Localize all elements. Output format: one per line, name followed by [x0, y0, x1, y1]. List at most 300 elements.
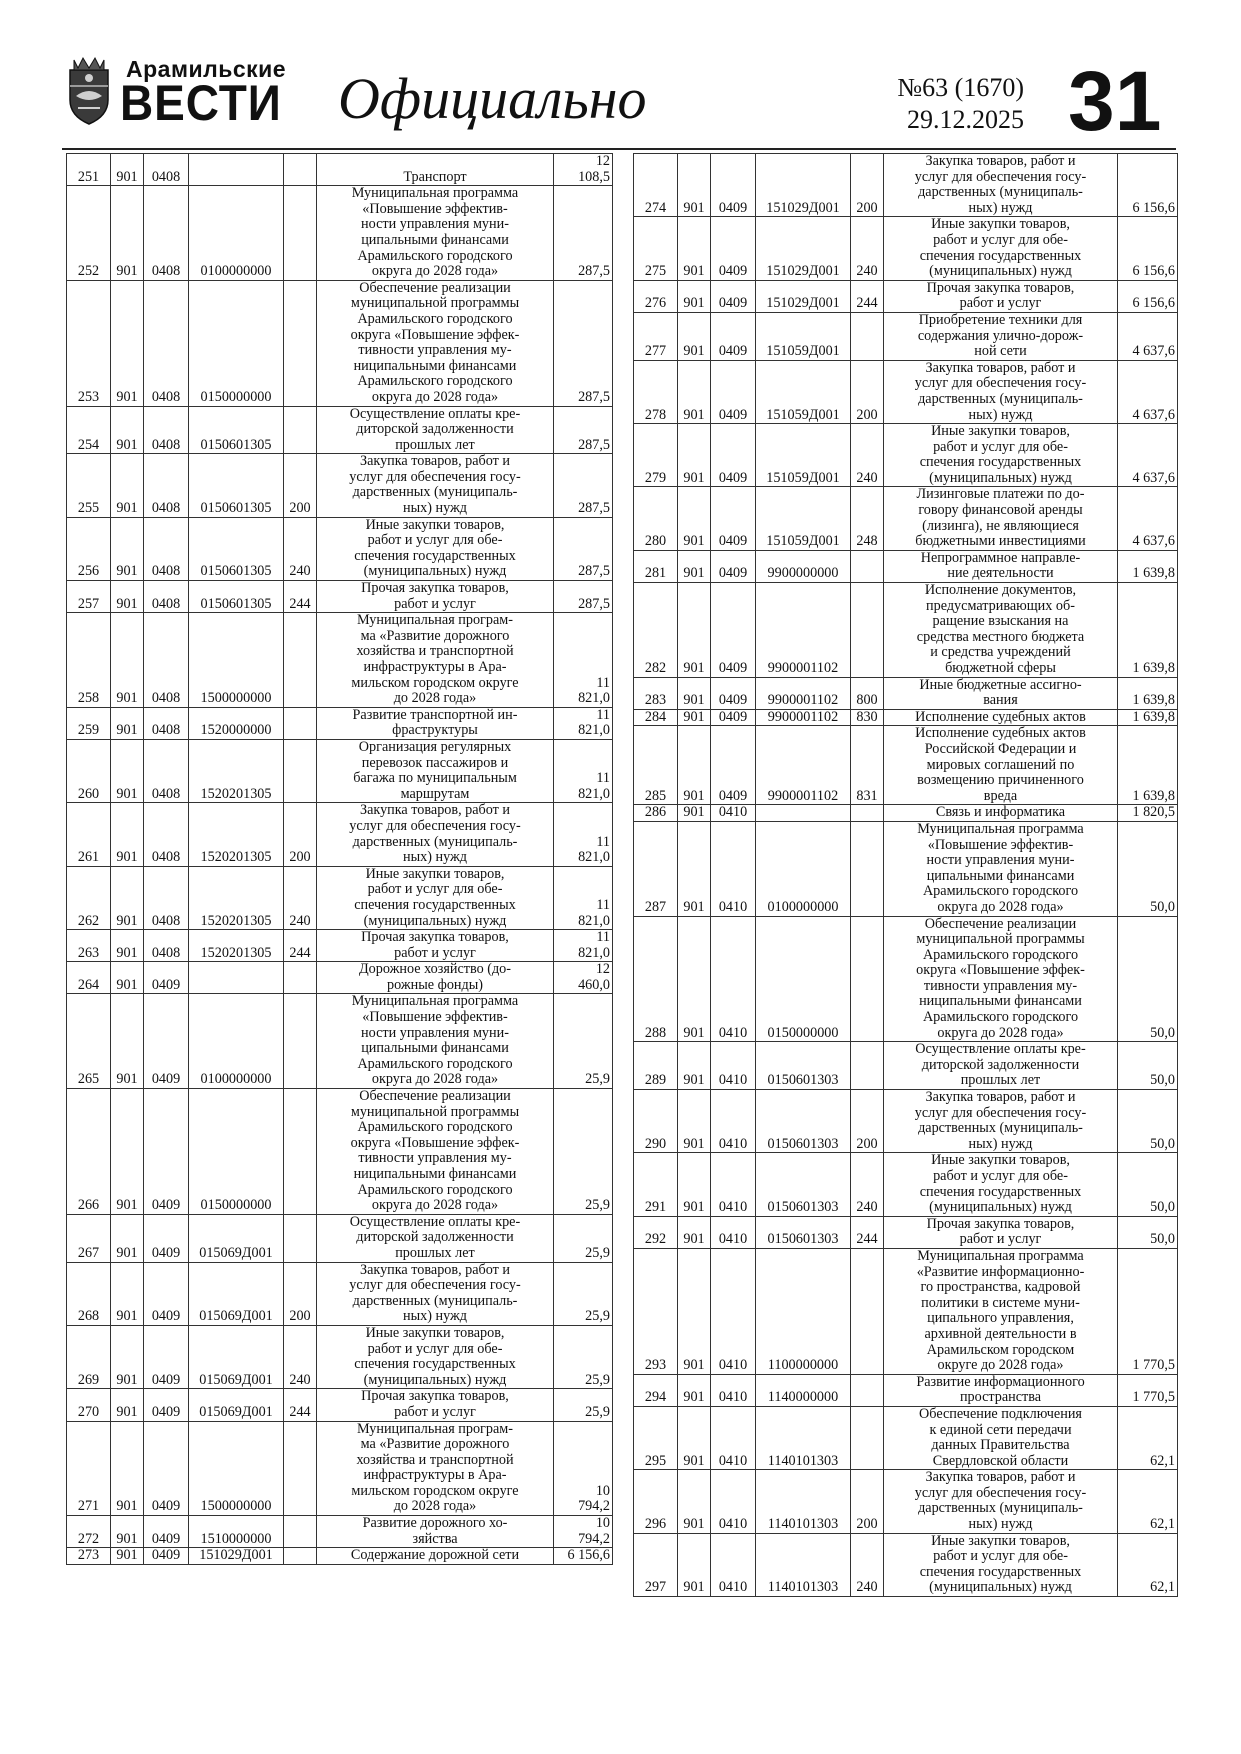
grbs-code-cell: 901	[678, 677, 711, 709]
grbs-code-cell: 901	[678, 1042, 711, 1090]
expense-type-cell: 200	[284, 1262, 317, 1325]
amount-cell: 1 639,8	[1118, 583, 1178, 678]
section-code-cell: 0409	[144, 1421, 189, 1516]
table-row	[67, 613, 613, 708]
table-row	[67, 866, 613, 929]
target-article-cell: 0100000000	[189, 186, 284, 281]
masthead	[0, 0, 1241, 150]
row-number-cell: 260	[67, 739, 111, 802]
target-article-cell: 0150601305	[189, 454, 284, 517]
grbs-code-cell: 901	[111, 154, 144, 186]
grbs-code-cell: 901	[678, 217, 711, 280]
row-number-cell: 295	[634, 1406, 678, 1469]
section-code-cell: 0409	[711, 312, 756, 360]
table-row	[67, 803, 613, 866]
amount-cell: 4 637,6	[1118, 312, 1178, 360]
expense-type-cell	[851, 805, 884, 822]
expense-type-cell: 200	[851, 1090, 884, 1153]
logo-line-bottom: ВЕСТИ	[120, 75, 282, 131]
grbs-code-cell: 901	[678, 1090, 711, 1153]
expense-type-cell: 244	[284, 581, 317, 613]
table-row	[67, 930, 613, 962]
item-name-cell: Обеспечение реализации муниципальной программы Арамильского городского округа «Повышение эффек- тивности управления му- ниципальными финансами Арамильского городского округа до 2028 года»	[317, 1089, 554, 1215]
amount-cell: 4 637,6	[1118, 424, 1178, 487]
grbs-code-cell: 901	[111, 866, 144, 929]
amount-cell: 50,0	[1118, 916, 1178, 1042]
item-name-cell: Закупка товаров, работ и услуг для обеспечения госу- дарственных (муниципаль- ных) нужд	[884, 1470, 1118, 1533]
section-code-cell: 0410	[711, 1248, 756, 1374]
target-article-cell: 1520201305	[189, 930, 284, 962]
logo-line-top: Арамильские	[126, 56, 287, 82]
grbs-code-cell: 901	[111, 454, 144, 517]
grbs-code-cell: 901	[111, 517, 144, 580]
budget-table-right	[633, 153, 1178, 1597]
row-number-cell: 276	[634, 280, 678, 312]
amount-cell: 50,0	[1118, 1216, 1178, 1248]
table-row	[634, 1470, 1178, 1533]
item-name-cell: Лизинговые платежи по до- говору финансовой аренды (лизинга), не являющиеся бюджетными инвестициями	[884, 487, 1118, 550]
table-row	[67, 406, 613, 454]
grbs-code-cell: 901	[111, 1516, 144, 1548]
item-name-cell: Муниципальная програм- ма «Развитие дорожного хозяйства и транспортной инфраструктуры в Ара- мильском городском округе до 2028 года»	[317, 1421, 554, 1516]
target-article-cell: 151059Д001	[756, 312, 851, 360]
grbs-code-cell: 901	[111, 1389, 144, 1421]
section-code-cell: 0409	[711, 487, 756, 550]
section-code-cell: 0410	[711, 1533, 756, 1596]
section-code-cell: 0410	[711, 1470, 756, 1533]
grbs-code-cell: 901	[678, 709, 711, 726]
amount-cell: 11 821,0	[554, 930, 613, 962]
row-number-cell: 278	[634, 360, 678, 423]
table-row	[67, 1548, 613, 1565]
amount-cell: 287,5	[554, 280, 613, 406]
expense-type-cell	[851, 1406, 884, 1469]
item-name-cell: Организация регулярных перевозок пассажиров и багажа по муниципальным маршрутам	[317, 739, 554, 802]
amount-cell: 62,1	[1118, 1406, 1178, 1469]
amount-cell: 12 108,5	[554, 154, 613, 186]
target-article-cell: 0150601305	[189, 581, 284, 613]
table-row	[67, 739, 613, 802]
amount-cell: 12 460,0	[554, 962, 613, 994]
row-number-cell: 262	[67, 866, 111, 929]
page-number: 31	[1068, 54, 1162, 148]
row-number-cell: 267	[67, 1214, 111, 1262]
item-name-cell: Обеспечение реализации муниципальной программы Арамильского городского округа «Повышение эффек- тивности управления му- ниципальными финансами Арамильского городского округа до 2028 года»	[317, 280, 554, 406]
row-number-cell: 297	[634, 1533, 678, 1596]
expense-type-cell: 240	[284, 866, 317, 929]
section-code-cell: 0409	[144, 1214, 189, 1262]
expense-type-cell: 240	[851, 424, 884, 487]
amount-cell: 25,9	[554, 1325, 613, 1388]
section-code-cell: 0409	[711, 280, 756, 312]
table-row	[634, 1248, 1178, 1374]
amount-cell: 10 794,2	[554, 1516, 613, 1548]
table-row	[634, 280, 1178, 312]
table-row	[634, 916, 1178, 1042]
section-code-cell: 0409	[711, 424, 756, 487]
table-row	[67, 454, 613, 517]
amount-cell: 25,9	[554, 1389, 613, 1421]
header-rule	[62, 148, 1176, 150]
row-number-cell: 266	[67, 1089, 111, 1215]
amount-cell: 50,0	[1118, 1042, 1178, 1090]
table-row	[634, 1533, 1178, 1596]
expense-type-cell	[851, 916, 884, 1042]
section-code-cell: 0408	[144, 517, 189, 580]
item-name-cell: Исполнение документов, предусматривающих об- ращение взыскания на средства местного бюджета и средства учреждений бюджетной сферы	[884, 583, 1118, 678]
table-row	[634, 805, 1178, 822]
expense-type-cell	[851, 821, 884, 916]
expense-type-cell	[284, 994, 317, 1089]
item-name-cell: Содержание дорожной сети	[317, 1548, 554, 1565]
table-row	[67, 1516, 613, 1548]
budget-table-left	[66, 153, 613, 1565]
section-code-cell: 0409	[711, 154, 756, 217]
grbs-code-cell: 901	[678, 424, 711, 487]
section-code-cell: 0409	[144, 1089, 189, 1215]
grbs-code-cell: 901	[111, 186, 144, 281]
row-number-cell: 285	[634, 726, 678, 805]
section-code-cell: 0410	[711, 805, 756, 822]
table-row	[634, 154, 1178, 217]
amount-cell: 25,9	[554, 1262, 613, 1325]
table-row	[634, 709, 1178, 726]
row-number-cell: 290	[634, 1090, 678, 1153]
amount-cell: 287,5	[554, 454, 613, 517]
grbs-code-cell: 901	[111, 930, 144, 962]
row-number-cell: 270	[67, 1389, 111, 1421]
row-number-cell: 263	[67, 930, 111, 962]
target-article-cell: 1520000000	[189, 707, 284, 739]
target-article-cell: 1520201305	[189, 803, 284, 866]
item-name-cell: Муниципальная программа «Повышение эффектив- ности управления муни- ципальными финансами Арамильского городского округа до 2028 года»	[317, 186, 554, 281]
amount-cell: 25,9	[554, 994, 613, 1089]
expense-type-cell	[851, 1374, 884, 1406]
item-name-cell: Прочая закупка товаров, работ и услуг	[317, 1389, 554, 1421]
section-code-cell: 0408	[144, 280, 189, 406]
item-name-cell: Иные закупки товаров, работ и услуг для обе- спечения государственных (муниципальных) нужд	[884, 424, 1118, 487]
target-article-cell: 0100000000	[189, 994, 284, 1089]
table-row	[67, 1089, 613, 1215]
target-article-cell: 0150601303	[756, 1090, 851, 1153]
section-code-cell: 0408	[144, 581, 189, 613]
section-code-cell: 0409	[711, 583, 756, 678]
table-row	[634, 1042, 1178, 1090]
row-number-cell: 286	[634, 805, 678, 822]
expense-type-cell	[284, 962, 317, 994]
amount-cell: 50,0	[1118, 1153, 1178, 1216]
grbs-code-cell: 901	[678, 1248, 711, 1374]
expense-type-cell	[284, 1548, 317, 1565]
table-row	[67, 994, 613, 1089]
expense-type-cell: 248	[851, 487, 884, 550]
table-row	[634, 487, 1178, 550]
item-name-cell: Закупка товаров, работ и услуг для обеспечения госу- дарственных (муниципаль- ных) нужд	[884, 1090, 1118, 1153]
grbs-code-cell: 901	[111, 1548, 144, 1565]
row-number-cell: 293	[634, 1248, 678, 1374]
target-article-cell: 015069Д001	[189, 1214, 284, 1262]
table-row	[634, 424, 1178, 487]
grbs-code-cell: 901	[111, 962, 144, 994]
row-number-cell: 264	[67, 962, 111, 994]
item-name-cell: Исполнение судебных актов Российской Федерации и мировых соглашений по возмещению причиненного вреда	[884, 726, 1118, 805]
target-article-cell: 1140101303	[756, 1470, 851, 1533]
item-name-cell: Муниципальная программа «Повышение эффектив- ности управления муни- ципальными финансами Арамильского городского округа до 2028 года»	[317, 994, 554, 1089]
grbs-code-cell: 901	[678, 487, 711, 550]
expense-type-cell: 200	[851, 360, 884, 423]
grbs-code-cell: 901	[678, 312, 711, 360]
grbs-code-cell: 901	[678, 726, 711, 805]
grbs-code-cell: 901	[111, 1262, 144, 1325]
grbs-code-cell: 901	[111, 613, 144, 708]
section-code-cell: 0410	[711, 1090, 756, 1153]
item-name-cell: Обеспечение реализации муниципальной программы Арамильского городского округа «Повышение эффек- тивности управления му- ниципальными финансами Арамильского городского округа до 2028 года»	[884, 916, 1118, 1042]
grbs-code-cell: 901	[678, 916, 711, 1042]
section-code-cell: 0410	[711, 1374, 756, 1406]
table-row	[634, 1090, 1178, 1153]
table-row	[67, 1325, 613, 1388]
target-article-cell: 0150601303	[756, 1042, 851, 1090]
section-code-cell: 0409	[711, 677, 756, 709]
target-article-cell: 151029Д001	[756, 154, 851, 217]
expense-type-cell: 244	[851, 280, 884, 312]
amount-cell: 10 794,2	[554, 1421, 613, 1516]
target-article-cell: 1140000000	[756, 1374, 851, 1406]
row-number-cell: 288	[634, 916, 678, 1042]
amount-cell: 1 639,8	[1118, 726, 1178, 805]
section-code-cell: 0409	[144, 1262, 189, 1325]
grbs-code-cell: 901	[111, 1325, 144, 1388]
amount-cell: 1 639,8	[1118, 709, 1178, 726]
amount-cell: 287,5	[554, 186, 613, 281]
table-row	[634, 821, 1178, 916]
table-row	[634, 583, 1178, 678]
row-number-cell: 280	[634, 487, 678, 550]
table-row	[67, 1389, 613, 1421]
item-name-cell: Муниципальная программа «Повышение эффектив- ности управления муни- ципальными финансами Арамильского городского округа до 2028 года»	[884, 821, 1118, 916]
amount-cell: 62,1	[1118, 1533, 1178, 1596]
section-code-cell: 0410	[711, 1216, 756, 1248]
item-name-cell: Непрограммное направле- ние деятельности	[884, 550, 1118, 582]
table-row	[634, 1374, 1178, 1406]
expense-type-cell	[284, 1516, 317, 1548]
amount-cell: 11 821,0	[554, 707, 613, 739]
item-name-cell: Исполнение судебных актов	[884, 709, 1118, 726]
target-article-cell: 1100000000	[756, 1248, 851, 1374]
expense-type-cell	[284, 1089, 317, 1215]
item-name-cell: Развитие дорожного хо- зяйства	[317, 1516, 554, 1548]
section-code-cell: 0409	[144, 1516, 189, 1548]
row-number-cell: 289	[634, 1042, 678, 1090]
target-article-cell	[189, 154, 284, 186]
item-name-cell: Осуществление оплаты кре- диторской задолженности прошлых лет	[884, 1042, 1118, 1090]
expense-type-cell: 200	[851, 154, 884, 217]
grbs-code-cell: 901	[678, 1153, 711, 1216]
target-article-cell: 151059Д001	[756, 360, 851, 423]
section-code-cell: 0409	[144, 1548, 189, 1565]
row-number-cell: 252	[67, 186, 111, 281]
row-number-cell: 257	[67, 581, 111, 613]
item-name-cell: Прочая закупка товаров, работ и услуг	[884, 1216, 1118, 1248]
target-article-cell: 9900001102	[756, 726, 851, 805]
section-code-cell: 0409	[144, 962, 189, 994]
section-code-cell: 0409	[144, 1325, 189, 1388]
table-row	[67, 186, 613, 281]
row-number-cell: 284	[634, 709, 678, 726]
section-code-cell: 0408	[144, 154, 189, 186]
expense-type-cell: 831	[851, 726, 884, 805]
item-name-cell: Муниципальная програм- ма «Развитие дорожного хозяйства и транспортной инфраструктуры в Ара- мильском городском округе до 2028 года»	[317, 613, 554, 708]
table-row	[634, 550, 1178, 582]
section-code-cell: 0409	[711, 217, 756, 280]
expense-type-cell	[284, 1214, 317, 1262]
expense-type-cell: 244	[284, 1389, 317, 1421]
grbs-code-cell: 901	[678, 1374, 711, 1406]
item-name-cell: Иные закупки товаров, работ и услуг для обе- спечения государственных (муниципальных) нужд	[317, 866, 554, 929]
row-number-cell: 283	[634, 677, 678, 709]
expense-type-cell	[284, 280, 317, 406]
expense-type-cell	[284, 1421, 317, 1516]
item-name-cell: Транспорт	[317, 154, 554, 186]
target-article-cell: 1520201305	[189, 739, 284, 802]
expense-type-cell	[284, 707, 317, 739]
target-article-cell: 151029Д001	[756, 217, 851, 280]
grbs-code-cell: 901	[111, 406, 144, 454]
grbs-code-cell: 901	[111, 1421, 144, 1516]
grbs-code-cell: 901	[678, 805, 711, 822]
target-article-cell: 1500000000	[189, 613, 284, 708]
row-number-cell: 251	[67, 154, 111, 186]
row-number-cell: 273	[67, 1548, 111, 1565]
amount-cell: 6 156,6	[554, 1548, 613, 1565]
budget-table-right-body	[634, 154, 1178, 1597]
table-row	[67, 581, 613, 613]
expense-type-cell: 800	[851, 677, 884, 709]
item-name-cell: Прочая закупка товаров, работ и услуг	[317, 930, 554, 962]
grbs-code-cell: 901	[111, 739, 144, 802]
target-article-cell: 0150601303	[756, 1153, 851, 1216]
table-row	[67, 280, 613, 406]
table-row	[634, 1153, 1178, 1216]
target-article-cell: 015069Д001	[189, 1262, 284, 1325]
target-article-cell: 9900001102	[756, 677, 851, 709]
item-name-cell: Иные закупки товаров, работ и услуг для обе- спечения государственных (муниципальных) нужд	[884, 1533, 1118, 1596]
grbs-code-cell: 901	[678, 280, 711, 312]
section-code-cell: 0410	[711, 1153, 756, 1216]
amount-cell: 25,9	[554, 1214, 613, 1262]
grbs-code-cell: 901	[111, 803, 144, 866]
item-name-cell: Осуществление оплаты кре- диторской задолженности прошлых лет	[317, 406, 554, 454]
item-name-cell: Иные закупки товаров, работ и услуг для обе- спечения государственных (муниципальных) нужд	[884, 1153, 1118, 1216]
row-number-cell: 292	[634, 1216, 678, 1248]
target-article-cell: 1140101303	[756, 1406, 851, 1469]
row-number-cell: 261	[67, 803, 111, 866]
target-article-cell: 0150000000	[756, 916, 851, 1042]
section-code-cell: 0410	[711, 916, 756, 1042]
row-number-cell: 259	[67, 707, 111, 739]
table-row	[67, 1421, 613, 1516]
item-name-cell: Иные бюджетные ассигно- вания	[884, 677, 1118, 709]
row-number-cell: 277	[634, 312, 678, 360]
item-name-cell: Иные закупки товаров, работ и услуг для обе- спечения государственных (муниципальных) нужд	[317, 1325, 554, 1388]
section-code-cell: 0408	[144, 866, 189, 929]
row-number-cell: 287	[634, 821, 678, 916]
target-article-cell: 0150000000	[189, 1089, 284, 1215]
section-code-cell: 0408	[144, 707, 189, 739]
expense-type-cell	[851, 583, 884, 678]
amount-cell: 11 821,0	[554, 866, 613, 929]
table-row	[634, 312, 1178, 360]
expense-type-cell	[851, 550, 884, 582]
grbs-code-cell: 901	[678, 360, 711, 423]
table-row	[634, 726, 1178, 805]
item-name-cell: Закупка товаров, работ и услуг для обеспечения госу- дарственных (муниципаль- ных) нужд	[884, 154, 1118, 217]
grbs-code-cell: 901	[678, 1406, 711, 1469]
issue-info	[884, 72, 1024, 136]
grbs-code-cell: 901	[111, 707, 144, 739]
budget-table-left-body	[67, 154, 613, 1565]
expense-type-cell: 200	[284, 454, 317, 517]
grbs-code-cell: 901	[111, 994, 144, 1089]
grbs-code-cell: 901	[111, 1089, 144, 1215]
issue-date: 29.12.2025	[907, 105, 1024, 134]
amount-cell: 4 637,6	[1118, 487, 1178, 550]
table-row	[67, 707, 613, 739]
table-row	[67, 517, 613, 580]
amount-cell: 287,5	[554, 517, 613, 580]
row-number-cell: 275	[634, 217, 678, 280]
expense-type-cell: 200	[284, 803, 317, 866]
amount-cell: 1 770,5	[1118, 1248, 1178, 1374]
section-title: Официально	[338, 66, 647, 131]
table-row	[634, 1216, 1178, 1248]
target-article-cell: 9900000000	[756, 550, 851, 582]
section-code-cell: 0409	[711, 726, 756, 805]
section-code-cell: 0409	[144, 994, 189, 1089]
grbs-code-cell: 901	[678, 1216, 711, 1248]
target-article-cell: 151059Д001	[756, 487, 851, 550]
table-row	[67, 1214, 613, 1262]
target-article-cell: 1520201305	[189, 866, 284, 929]
row-number-cell: 291	[634, 1153, 678, 1216]
item-name-cell: Закупка товаров, работ и услуг для обеспечения госу- дарственных (муниципаль- ных) нужд	[317, 454, 554, 517]
item-name-cell: Развитие информационного пространства	[884, 1374, 1118, 1406]
item-name-cell: Обеспечение подключения к единой сети передачи данных Правительства Свердловской области	[884, 1406, 1118, 1469]
amount-cell: 6 156,6	[1118, 154, 1178, 217]
city-coat-of-arms-icon	[66, 56, 112, 126]
section-code-cell: 0408	[144, 739, 189, 802]
item-name-cell: Развитие транспортной ин- фраструктуры	[317, 707, 554, 739]
table-row	[67, 1262, 613, 1325]
section-code-cell: 0409	[711, 550, 756, 582]
grbs-code-cell: 901	[678, 154, 711, 217]
row-number-cell: 272	[67, 1516, 111, 1548]
target-article-cell: 0150601303	[756, 1216, 851, 1248]
section-code-cell: 0408	[144, 186, 189, 281]
amount-cell: 6 156,6	[1118, 217, 1178, 280]
expense-type-cell	[851, 312, 884, 360]
target-article-cell: 0150601305	[189, 517, 284, 580]
item-name-cell: Закупка товаров, работ и услуг для обеспечения госу- дарственных (муниципаль- ных) нужд	[884, 360, 1118, 423]
item-name-cell: Закупка товаров, работ и услуг для обеспечения госу- дарственных (муниципаль- ных) нужд	[317, 1262, 554, 1325]
row-number-cell: 265	[67, 994, 111, 1089]
grbs-code-cell: 901	[111, 280, 144, 406]
table-row	[67, 154, 613, 186]
row-number-cell: 279	[634, 424, 678, 487]
newspaper-logo[interactable]	[66, 56, 296, 136]
table-row	[634, 677, 1178, 709]
grbs-code-cell: 901	[678, 821, 711, 916]
